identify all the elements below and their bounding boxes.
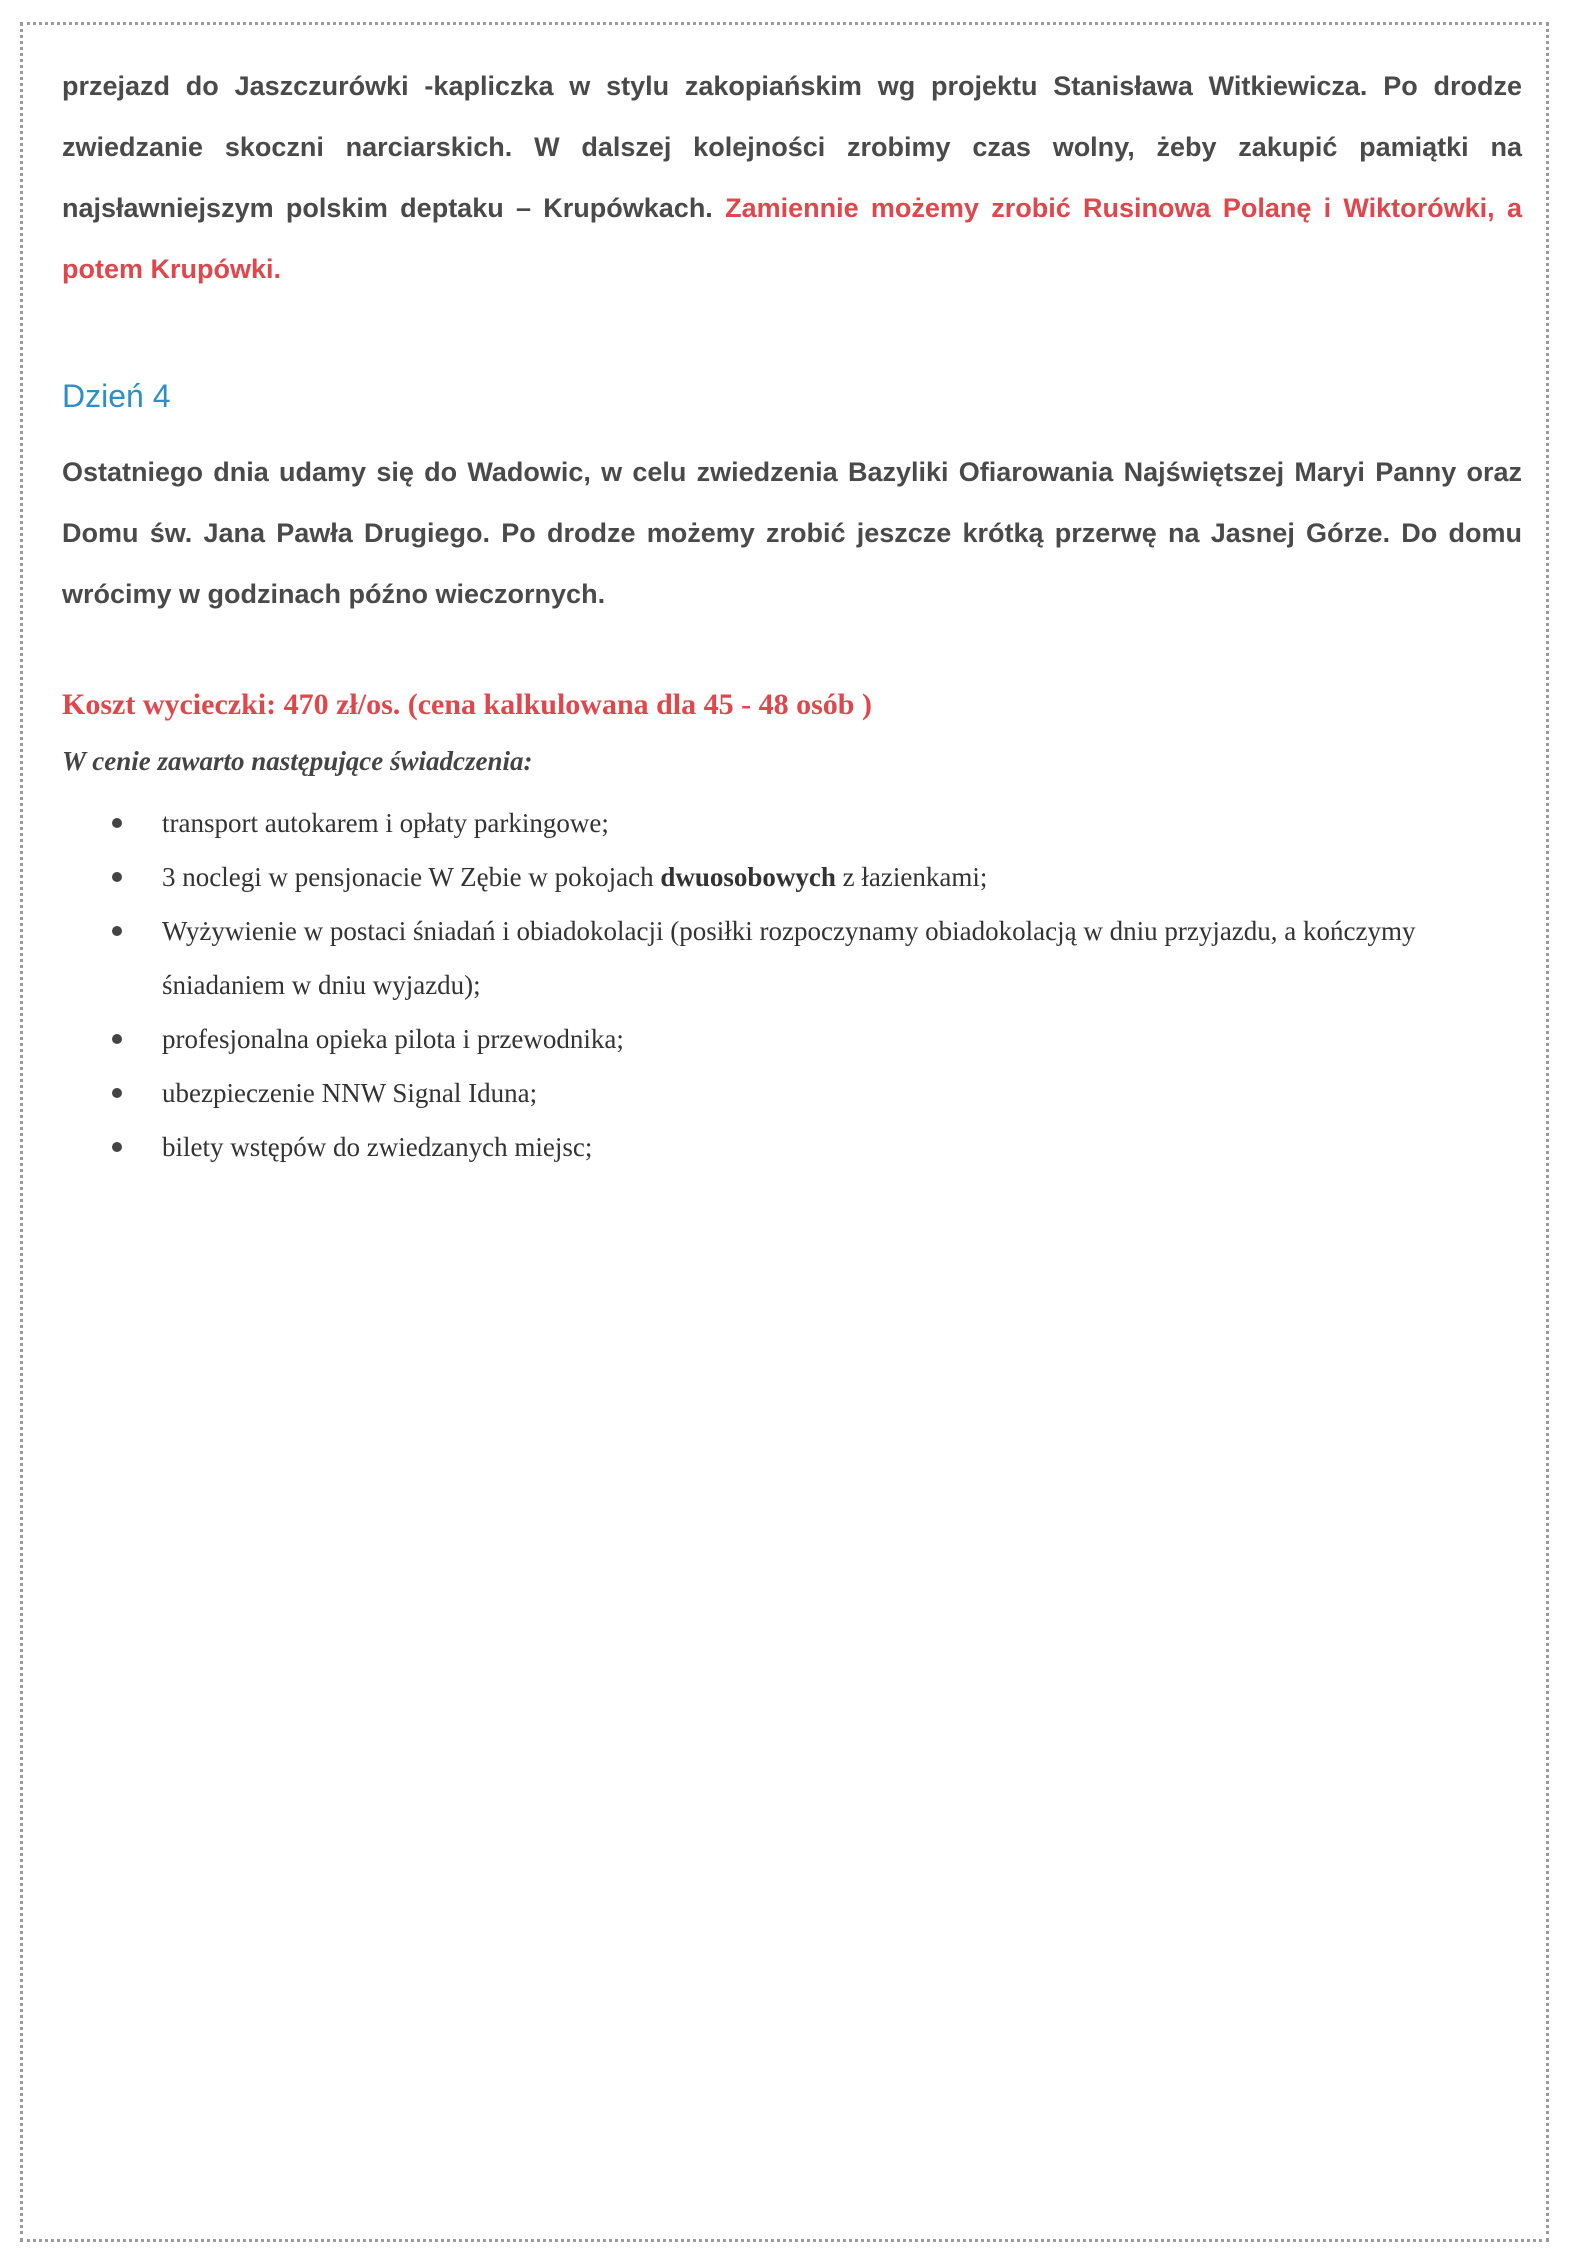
list-item-text: bilety wstępów do zwiedzanych miejsc; <box>162 1132 593 1162</box>
bullet-icon <box>112 818 122 828</box>
list-item <box>62 850 1522 904</box>
included-services-heading: W cenie zawarto następujące świadczenia: <box>62 746 533 776</box>
bullet-icon <box>112 872 122 882</box>
day4-paragraph: Ostatniego dnia udamy się do Wadowic, w celu zwiedzenia Bazyliki Ofiarowania Najświętszej Maryi Panny oraz Domu św. Jana Pawła Drugiego. Po drodze możemy zrobić jeszcze krótką przerwę na Jasnej Górze. Do domu wrócimy w godzinach późno wieczornych. <box>62 457 1522 609</box>
day3-text: przejazd do Jaszczurówki -kapliczka w stylu zakopiańskim wg projektu Stanisława Witkiewicza. Po drodze zwiedzanie skoczni narciarskich. W dalszej kolejności zrobimy czas wolny, żeby zakupić pamiątki na najsławniejszym polskim deptaku – Krupówkach. <box>62 71 1522 223</box>
list-item-text: profesjonalna opieka pilota i przewodnika; <box>162 1024 624 1054</box>
bullet-icon <box>112 1142 122 1152</box>
bullet-icon <box>112 926 122 936</box>
list-item-text: Wyżywienie w postaci śniadań i obiadokolacji (posiłki rozpoczynamy obiadokolacją w dniu przyjazdu, a kończymy śniadaniem w dniu wyjazdu); <box>162 916 1416 1000</box>
day4-heading: Dzień 4 <box>62 378 171 414</box>
bullet-icon <box>112 1088 122 1098</box>
included-services-list <box>62 796 1522 1174</box>
list-item <box>62 904 1522 1012</box>
list-item <box>62 1120 1522 1174</box>
list-item <box>62 1012 1522 1066</box>
list-item-text-end: z łazienkami; <box>835 862 988 892</box>
bullet-icon <box>112 1034 122 1044</box>
list-item-text: transport autokarem i opłaty parkingowe; <box>162 808 609 838</box>
cost-heading: Koszt wycieczki: 470 zł/os. (cena kalkulowana dla 45 - 48 osób ) <box>62 688 872 721</box>
list-item-text: ubezpieczenie NNW Signal Iduna; <box>162 1078 538 1108</box>
list-item-text: 3 noclegi w pensjonacie W Zębie w pokojach <box>162 862 661 892</box>
list-item <box>62 1066 1522 1120</box>
list-item-bold-text: dwuosobowych <box>660 862 836 892</box>
list-item <box>62 796 1522 850</box>
day3-paragraph <box>62 56 1522 300</box>
day3-alternative-text: Zamiennie możemy zrobić Rusinowa Polanę i Wiktorówki, a potem Krupówki. <box>62 193 1522 284</box>
